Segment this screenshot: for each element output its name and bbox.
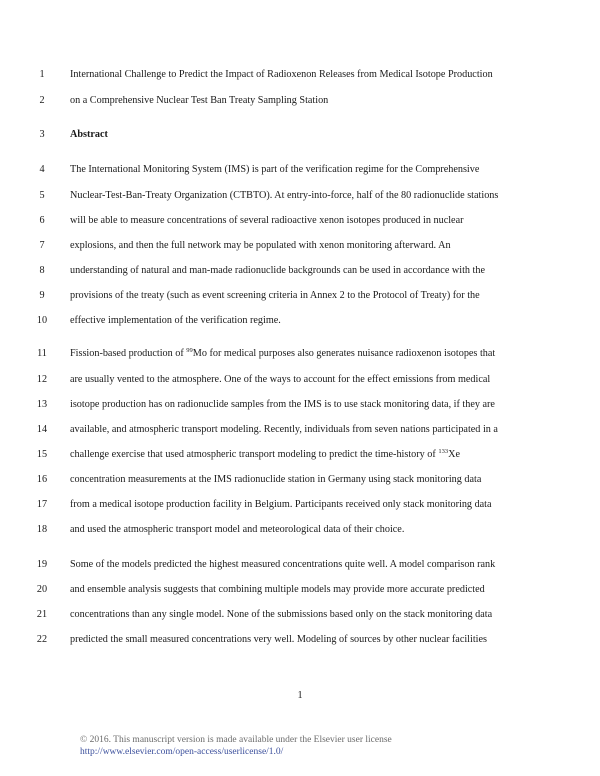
- line-number: 18: [36, 524, 48, 535]
- text-segment: Fission-based production of: [70, 348, 187, 359]
- text-line: [0, 497, 600, 513]
- text-line: [0, 372, 600, 388]
- line-text: and used the atmospheric transport model and meteorological data of their choice.: [70, 524, 405, 535]
- line-text: and ensemble analysis suggests that combining multiple models may provide more accurate predicted: [70, 584, 485, 595]
- text-line: [0, 397, 600, 413]
- line-text: explosions, and then the full network may be populated with xenon monitoring afterward. An: [70, 240, 451, 251]
- line-text: [70, 346, 495, 362]
- line-number: 21: [36, 609, 48, 620]
- abstract-heading-line: [0, 127, 600, 143]
- text-line: [0, 288, 600, 304]
- line-text: Some of the models predicted the highest measured concentrations quite well. A model comparison rank: [70, 559, 496, 570]
- text-line: [0, 263, 600, 279]
- line-text: understanding of natural and man-made radionuclide backgrounds can be used in accordance with the: [70, 265, 485, 276]
- page-number: 1: [297, 690, 303, 701]
- line-number: 20: [36, 584, 48, 595]
- license-link[interactable]: http://www.elsevier.com/open-access/userlicense/1.0/: [80, 747, 284, 757]
- line-number: 10: [36, 315, 48, 326]
- line-number: 16: [36, 474, 48, 485]
- text-line: [0, 238, 600, 254]
- text-line: [0, 313, 600, 329]
- title-line-2: [0, 93, 600, 109]
- line-number: 5: [39, 190, 45, 201]
- line-text: predicted the small measured concentrations very well. Modeling of sources by other nuclear facilities: [70, 634, 487, 645]
- line-number: 1: [39, 69, 45, 80]
- line-number: 14: [36, 424, 48, 435]
- line-text: [70, 447, 460, 463]
- line-number: 19: [36, 559, 48, 570]
- line-text: concentration measurements at the IMS radionuclide station in Germany using stack monitoring data: [70, 474, 482, 485]
- isotope-superscript: 133: [438, 448, 449, 455]
- line-text: effective implementation of the verification regime.: [70, 315, 281, 326]
- text-line: [0, 632, 600, 648]
- text-line: [0, 188, 600, 204]
- line-text: from a medical isotope production facility in Belgium. Participants received only stack monitoring data: [70, 499, 492, 510]
- text-line: [0, 522, 600, 538]
- line-number: 8: [39, 265, 45, 276]
- line-text: are usually vented to the atmosphere. One of the ways to account for the effect emissions from medical: [70, 374, 491, 385]
- line-number: 17: [36, 499, 48, 510]
- text-segment: challenge exercise that used atmospheric transport modeling to predict the time-history of: [70, 449, 439, 460]
- title-text: International Challenge to Predict the Impact of Radioxenon Releases from Medical Isotope Production: [70, 69, 493, 80]
- line-number: 7: [39, 240, 45, 251]
- line-number: 9: [39, 290, 45, 301]
- line-text: Nuclear-Test-Ban-Treaty Organization (CTBTO). At entry-into-force, half of the 80 radionuclide stations: [70, 190, 499, 201]
- line-number: 3: [39, 129, 45, 140]
- text-line: [0, 472, 600, 488]
- line-text: concentrations than any single model. None of the submissions based only on the stack monitoring data: [70, 609, 493, 620]
- line-text: isotope production has on radionuclide samples from the IMS is to use stack monitoring data, if they are: [70, 399, 495, 410]
- abstract-heading: Abstract: [70, 129, 108, 140]
- text-line: [0, 582, 600, 598]
- line-number: 4: [39, 164, 45, 175]
- isotope-superscript: 99: [186, 347, 193, 354]
- line-text: provisions of the treaty (such as event screening criteria in Annex 2 to the Protocol of Treaty) for the: [70, 290, 480, 301]
- title-text: on a Comprehensive Nuclear Test Ban Treaty Sampling Station: [70, 95, 329, 106]
- line-number: 22: [36, 634, 48, 645]
- line-number: 6: [39, 215, 45, 226]
- line-text: The International Monitoring System (IMS) is part of the verification regime for the Comprehensive: [70, 164, 480, 175]
- text-line: [0, 422, 600, 438]
- text-segment: Xe: [448, 449, 460, 460]
- text-line: [0, 213, 600, 229]
- line-number: 2: [39, 95, 45, 106]
- line-number: 12: [36, 374, 48, 385]
- text-line: [0, 447, 600, 463]
- title-line-1: [0, 67, 600, 83]
- line-number: 11: [37, 348, 47, 359]
- line-number: 15: [36, 449, 48, 460]
- text-segment: Mo for medical purposes also generates nuisance radioxenon isotopes that: [192, 348, 496, 359]
- line-text: will be able to measure concentrations of several radioactive xenon isotopes produced in nuclear: [70, 215, 464, 226]
- text-line: [0, 557, 600, 573]
- line-text: available, and atmospheric transport modeling. Recently, individuals from seven nations participated in a: [70, 424, 498, 435]
- text-line: [0, 607, 600, 623]
- line-number: 13: [36, 399, 48, 410]
- text-line: [0, 162, 600, 178]
- text-line: [0, 346, 600, 362]
- license-notice: © 2016. This manuscript version is made available under the Elsevier user license: [80, 735, 392, 745]
